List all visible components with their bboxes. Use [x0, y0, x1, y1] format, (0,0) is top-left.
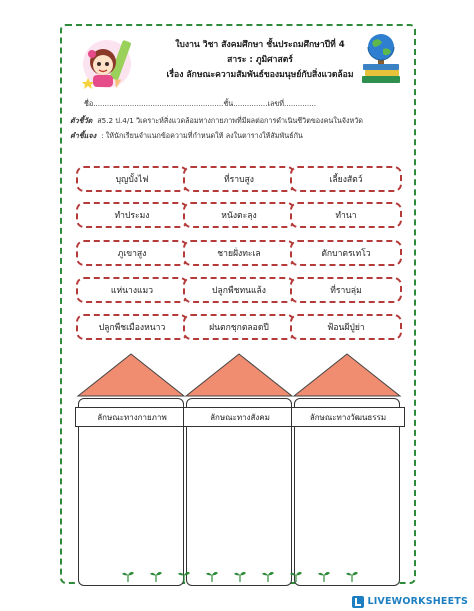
globe-books-icon — [358, 32, 404, 88]
word-card[interactable]: ฝนตกชุกตลอดปี — [183, 314, 295, 340]
word-card[interactable]: ภูเขาสูง — [76, 240, 188, 266]
word-card[interactable]: ทำประมง — [76, 202, 188, 228]
drop-zone-physical[interactable] — [78, 398, 184, 586]
roof-shape — [76, 352, 186, 398]
column-header-social: ลักษณะทางสังคม — [183, 407, 297, 427]
worksheet-header — [150, 38, 370, 83]
girl-with-pencil-icon — [78, 34, 136, 92]
category-column-social — [184, 352, 294, 422]
drop-zone-cultural[interactable] — [294, 398, 400, 586]
instruction-text: : ให้นักเรียนจำแนกข้อความที่กำหนดให้ ลงในตารางให้สัมพันธ์กัน — [101, 131, 303, 140]
liveworksheets-logo — [352, 595, 468, 608]
word-card[interactable]: ตักบาตรเทโว — [290, 240, 402, 266]
word-card[interactable]: แห่นางแมว — [76, 277, 188, 303]
word-card[interactable]: ทำนา — [290, 202, 402, 228]
word-card[interactable]: ที่ราบลุ่ม — [290, 277, 402, 303]
word-card[interactable]: บุญบั้งไฟ — [76, 166, 188, 192]
indicator-row — [70, 116, 363, 127]
category-column-physical — [76, 352, 186, 422]
header-topic: เรื่อง ลักษณะความสัมพันธ์ของมนุษย์กับสิ่งแวดล้อม — [166, 70, 354, 80]
word-card[interactable]: ชายฝั่งทะเล — [183, 240, 295, 266]
brand-name: LIVEWORKSHEETS — [367, 596, 468, 607]
word-card[interactable]: เลี้ยงสัตว์ — [290, 166, 402, 192]
roof-shape — [292, 352, 402, 398]
instruction-label: คำชี้แจง — [70, 131, 97, 140]
word-card[interactable]: หนังตะลุง — [183, 202, 295, 228]
indicator-text: ส5.2 ป.4/1 วิเคราะห์สิ่งแวดล้อมทางกายภาพที่มีผลต่อการดำเนินชีวิตของคนในจังหวัด — [97, 116, 363, 125]
student-info-line: ชื่อ.........................................................ชั้น...............เลขที่.............. — [84, 99, 316, 108]
sprout-border-decoration — [120, 568, 360, 582]
column-header-cultural: ลักษณะทางวัฒนธรรม — [291, 407, 405, 427]
category-column-cultural — [292, 352, 402, 422]
word-card[interactable]: ปลูกพืชทนแล้ง — [183, 277, 295, 303]
word-card[interactable]: ที่ราบสูง — [183, 166, 295, 192]
indicator-label: ตัวชี้วัด — [70, 116, 93, 125]
word-card[interactable]: ปลูกพืชเมืองหนาว — [76, 314, 188, 340]
word-card[interactable]: ฟ้อนผีปู่ย่า — [290, 314, 402, 340]
drop-zone-social[interactable] — [186, 398, 292, 586]
instruction-row — [70, 131, 303, 142]
header-strand: สาระ : ภูมิศาสตร์ — [227, 55, 293, 65]
column-header-physical: ลักษณะทางกายภาพ — [75, 407, 189, 427]
roof-shape — [184, 352, 294, 398]
liveworksheets-mark-icon — [352, 596, 364, 608]
header-subject: ใบงาน วิชา สังคมศึกษา ชั้นประถมศึกษาปีที่ 4 — [175, 40, 345, 50]
